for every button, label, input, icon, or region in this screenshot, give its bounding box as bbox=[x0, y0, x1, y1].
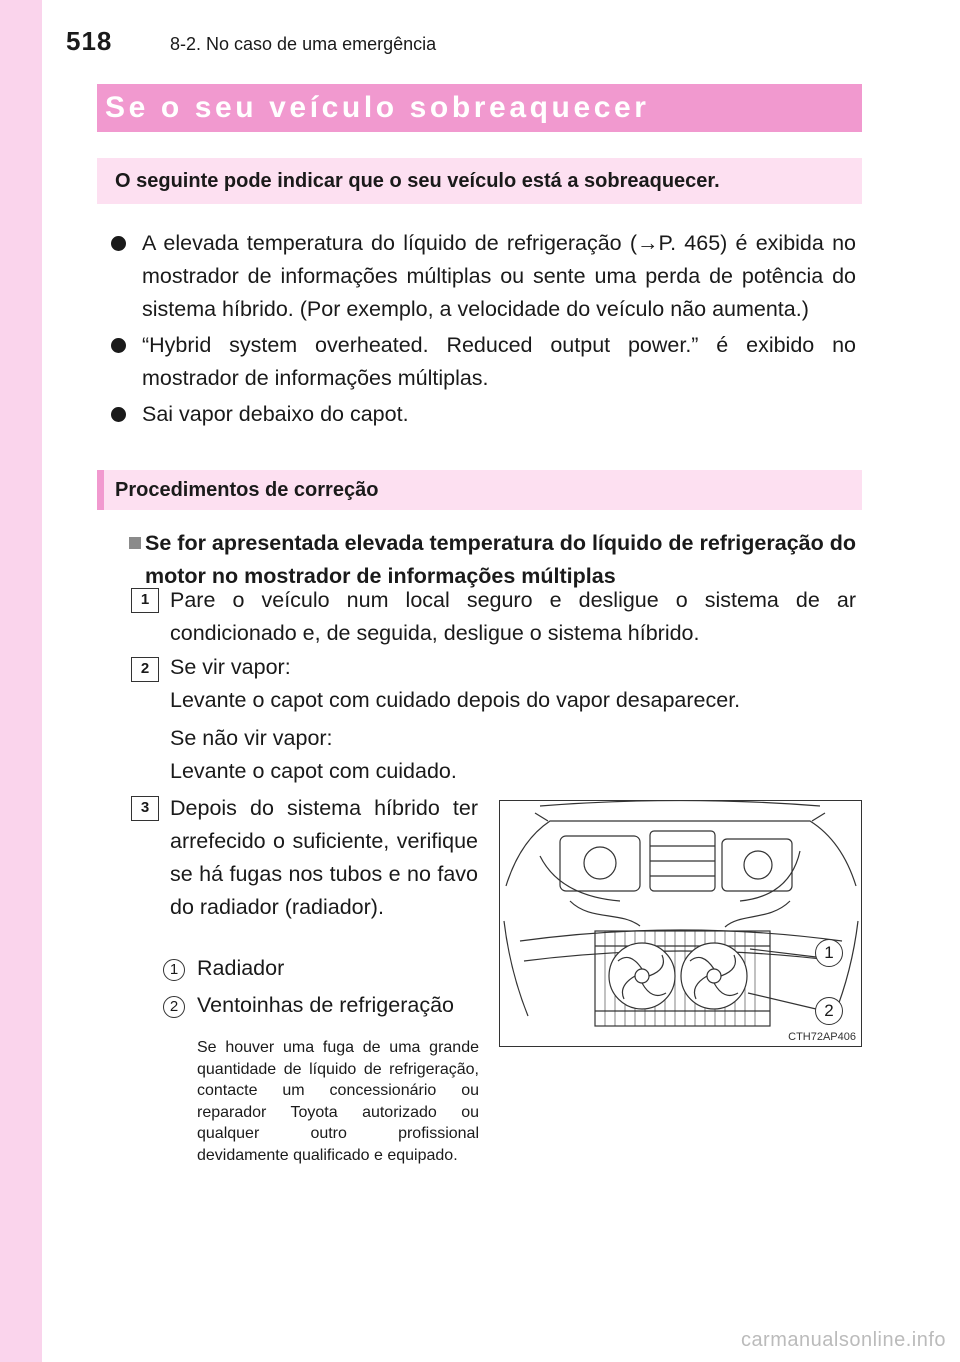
square-bullet-icon bbox=[129, 537, 141, 549]
legend-number-2: 2 bbox=[163, 996, 185, 1018]
chapter-header: 8-2. No caso de uma emergência bbox=[170, 34, 437, 54]
bullet-text: “Hybrid system overheated. Reduced output power.” é exibido no mostrador de informações múltiplas. bbox=[142, 333, 856, 390]
figure-callout-1: 1 bbox=[815, 939, 843, 967]
legend-number-1: 1 bbox=[163, 959, 185, 981]
figure-code: CTH72AP406 bbox=[788, 1031, 856, 1043]
step-number-1: 1 bbox=[131, 588, 159, 613]
legend-label-radiator: Radiador bbox=[197, 956, 285, 980]
symptom-list bbox=[111, 227, 856, 434]
engine-bay-drawing bbox=[500, 801, 861, 1046]
figure-callout-2: 2 bbox=[815, 997, 843, 1025]
step-number-2: 2 bbox=[131, 657, 159, 682]
section-title: Se o seu veículo sobreaquecer bbox=[105, 91, 650, 124]
legend-label-fans: Ventoinhas de refrigeração bbox=[197, 993, 454, 1017]
step-2-text-d: Levante o capot com cuidado. bbox=[170, 759, 457, 783]
list-item bbox=[111, 329, 856, 395]
intro-box: O seguinte pode indicar que o seu veículo está a sobreaquecer. bbox=[97, 158, 862, 204]
list-item bbox=[111, 227, 856, 326]
bullet-text: Sai vapor debaixo do capot. bbox=[142, 402, 409, 426]
step-2-text-a: Se vir vapor: bbox=[170, 655, 291, 679]
procedure-subheading-text: Se for apresentada elevada temperatura do líquido de refrigeração do motor no mostrador de informações múltiplas bbox=[145, 531, 856, 588]
step-1-text: Pare o veículo num local seguro e desligue o sistema de ar condicionado e, de seguida, desligue o sistema híbrido. bbox=[170, 588, 856, 645]
bullet-icon bbox=[111, 338, 126, 353]
bullet-icon bbox=[111, 407, 126, 422]
bullet-text: A elevada temperatura do líquido de refrigeração (→P. 465) é exibida no mostrador de informações múltiplas ou sente uma perda de potência do sistema híbrido. (Por exemplo, a velocidade do veículo não aumenta.) bbox=[142, 231, 856, 321]
step-3-text: Depois do sistema híbrido ter arrefecido o suficiente, verifique se há fugas nos tubos e no favo do radiador (radiador). bbox=[170, 796, 478, 919]
procedures-heading: Procedimentos de correção bbox=[97, 470, 862, 510]
step-2-text-c: Se não vir vapor: bbox=[170, 726, 333, 750]
page-number: 518 bbox=[66, 26, 113, 56]
step-number-3: 3 bbox=[131, 796, 159, 821]
watermark: carmanualsonline.info bbox=[740, 1329, 946, 1351]
page-margin-stripe bbox=[0, 0, 42, 1362]
note-text: Se houver uma fuga de uma grande quantidade de líquido de refrigeração, contacte um concessionário ou reparador Toyota autorizado ou qualquer outro profissional devidamente qualificado e equipado. bbox=[197, 1039, 479, 1164]
engine-bay-illustration bbox=[499, 800, 862, 1047]
list-item bbox=[111, 398, 856, 431]
bullet-icon bbox=[111, 236, 126, 251]
step-2-text-b: Levante o capot com cuidado depois do vapor desaparecer. bbox=[170, 688, 741, 712]
section-title-bar bbox=[97, 84, 862, 132]
